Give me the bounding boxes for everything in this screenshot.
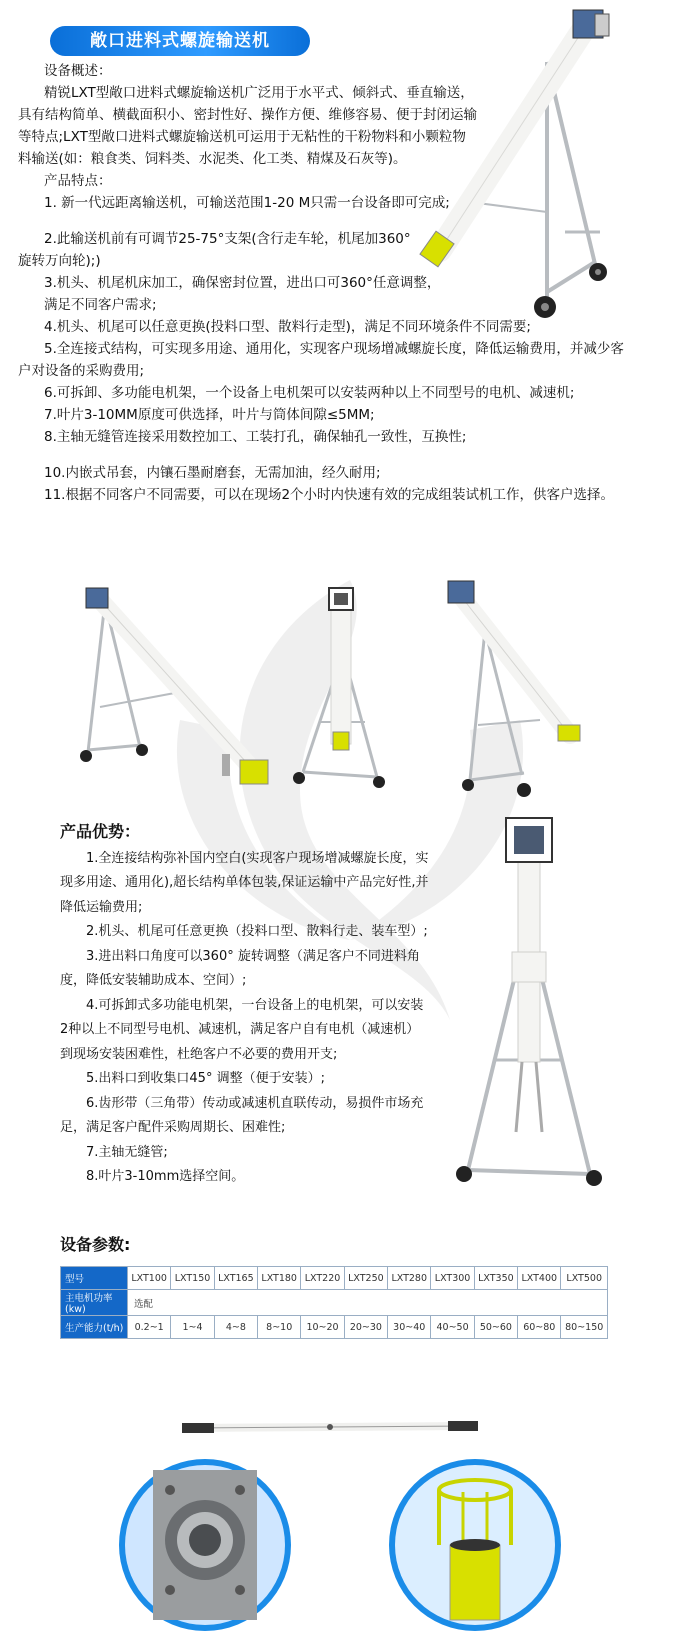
overview-label: 设备概述： bbox=[44, 63, 112, 79]
params-heading: 设备参数: bbox=[60, 1235, 131, 1254]
power-cell: 选配 bbox=[128, 1290, 608, 1316]
advantage-item: 3.进出料口角度可以360° 旋转调整（满足客户不同进料角度，降低安装辅助成本、空间）; bbox=[60, 948, 420, 988]
capacity-cell: 50~60 bbox=[474, 1316, 517, 1339]
advantage-item: 7.主轴无缝管; bbox=[86, 1144, 168, 1160]
feature-item: 8.主轴无缝管连接采用数控加工、工装打孔，确保轴孔一致性，互换性; bbox=[44, 429, 467, 445]
model-cell: LXT180 bbox=[258, 1267, 301, 1290]
advantage-item: 4.可拆卸式多功能电机架，一台设备上的电机架，可以安装2种以上不同型号电机、减速机，满足客户自有电机（减速机）到现场安装困难性，杜绝客户不必要的费用开支; bbox=[60, 997, 424, 1062]
capacity-cell: 4~8 bbox=[214, 1316, 257, 1339]
page-title: 敞口进料式螺旋输送机 bbox=[50, 26, 310, 56]
table-row bbox=[61, 1290, 608, 1316]
capacity-cell: 40~50 bbox=[431, 1316, 474, 1339]
capacity-cell: 80~150 bbox=[561, 1316, 608, 1339]
model-cell: LXT150 bbox=[171, 1267, 214, 1290]
feature-item: 3.机头、机尾机床加工，确保密封位置，进出口可360°任意调整，满足不同客户需求; bbox=[44, 275, 441, 313]
capacity-cell: 0.2~1 bbox=[128, 1316, 171, 1339]
capacity-cell: 1~4 bbox=[171, 1316, 214, 1339]
intro-section bbox=[18, 60, 628, 506]
model-cell: LXT300 bbox=[431, 1267, 474, 1290]
capacity-cell: 60~80 bbox=[518, 1316, 561, 1339]
screw-shaft-image bbox=[180, 1415, 480, 1441]
conveyor-photo-left bbox=[70, 582, 275, 792]
bearing-detail-image bbox=[118, 1450, 293, 1635]
model-cell: LXT280 bbox=[388, 1267, 431, 1290]
advantages-heading: 产品优势： bbox=[60, 822, 141, 841]
advantage-item: 8.叶片3-10mm选择空间。 bbox=[86, 1169, 245, 1184]
conveyor-photo-middle bbox=[285, 582, 400, 797]
row-label-capacity: 生产能力(t/h) bbox=[61, 1316, 128, 1339]
feature-item: 11.根据不同客户不同需要，可以在现场2个小时内快速有效的完成组装试机工作，供客户选择。 bbox=[44, 487, 615, 503]
advantages-section bbox=[60, 820, 430, 1190]
model-cell: LXT400 bbox=[518, 1267, 561, 1290]
model-cell: LXT220 bbox=[301, 1267, 344, 1290]
row-label-power: 主电机功率(kw) bbox=[61, 1290, 128, 1316]
advantage-item: 5.出料口到收集口45° 调整（便于安装）; bbox=[86, 1071, 325, 1086]
capacity-cell: 30~40 bbox=[388, 1316, 431, 1339]
model-cell: LXT165 bbox=[214, 1267, 257, 1290]
advantage-item: 1.全连接结构弥补国内空白(实现客户现场增减螺旋长度，实现多用途、通用化),超长结构单体包装,保证运输中产品完好性,并降低运输费用; bbox=[60, 850, 429, 915]
advantage-item: 6.齿形带（三角带）传动或减速机直联传动，易损件市场充足，满足客户配件采购周期长、困难性; bbox=[60, 1095, 424, 1135]
capacity-cell: 8~10 bbox=[258, 1316, 301, 1339]
model-cell: LXT350 bbox=[474, 1267, 517, 1290]
row-label-model: 型号 bbox=[61, 1267, 128, 1290]
hopper-detail-image bbox=[388, 1450, 563, 1635]
model-cell: LXT250 bbox=[344, 1267, 387, 1290]
feature-item: 5.全连接式结构，可实现多用途、通用化，实现客户现场增减螺旋长度，降低运输费用，并减少客户对设备的采购费用; bbox=[18, 341, 624, 379]
params-table bbox=[60, 1266, 608, 1339]
table-row bbox=[61, 1267, 608, 1290]
capacity-cell: 10~20 bbox=[301, 1316, 344, 1339]
feature-item: 6.可拆卸、多功能电机架，一个设备上电机架可以安装两种以上不同型号的电机、减速机; bbox=[44, 385, 575, 401]
model-cell: LXT100 bbox=[128, 1267, 171, 1290]
table-row bbox=[61, 1316, 608, 1339]
overview-text: 精锐LXT型敞口进料式螺旋输送机广泛用于水平式、倾斜式、垂直输送，具有结构简单、横截面积小、密封性好、操作方便、维修容易、便于封闭运输等特点;LXT型敞口进料式螺旋输送机可运用于无粘性的干粉物料和小颗粒物料输送(如：粮食类、饲料类、水泥类、化工类、精煤及石灰等)。 bbox=[18, 85, 477, 167]
model-cell: LXT500 bbox=[561, 1267, 608, 1290]
conveyor-photo-right bbox=[440, 575, 590, 800]
features-label: 产品特点： bbox=[44, 173, 112, 189]
feature-item: 1. 新一代远距离输送机，可输送范围1-20 M只需一台设备即可完成; bbox=[44, 195, 450, 211]
feature-item: 4.机头、机尾可以任意更换(投料口型、散料行走型)，满足不同环境条件不同需要; bbox=[44, 319, 531, 335]
advantage-item: 2.机头、机尾可任意更换（投料口型、散料行走、装车型）; bbox=[86, 924, 428, 939]
feature-item: 2.此输送机前有可调节25-75°支架(含行走车轮，机尾加360°旋转万向轮);) bbox=[18, 231, 411, 269]
capacity-cell: 20~30 bbox=[344, 1316, 387, 1339]
vertical-conveyor-image bbox=[450, 812, 610, 1202]
feature-item: 7.叶片3-10MM原度可供选择，叶片与筒体间隙≤5MM; bbox=[44, 407, 375, 423]
feature-item: 10.内嵌式吊套，内镶石墨耐磨套，无需加油，经久耐用; bbox=[44, 465, 381, 481]
